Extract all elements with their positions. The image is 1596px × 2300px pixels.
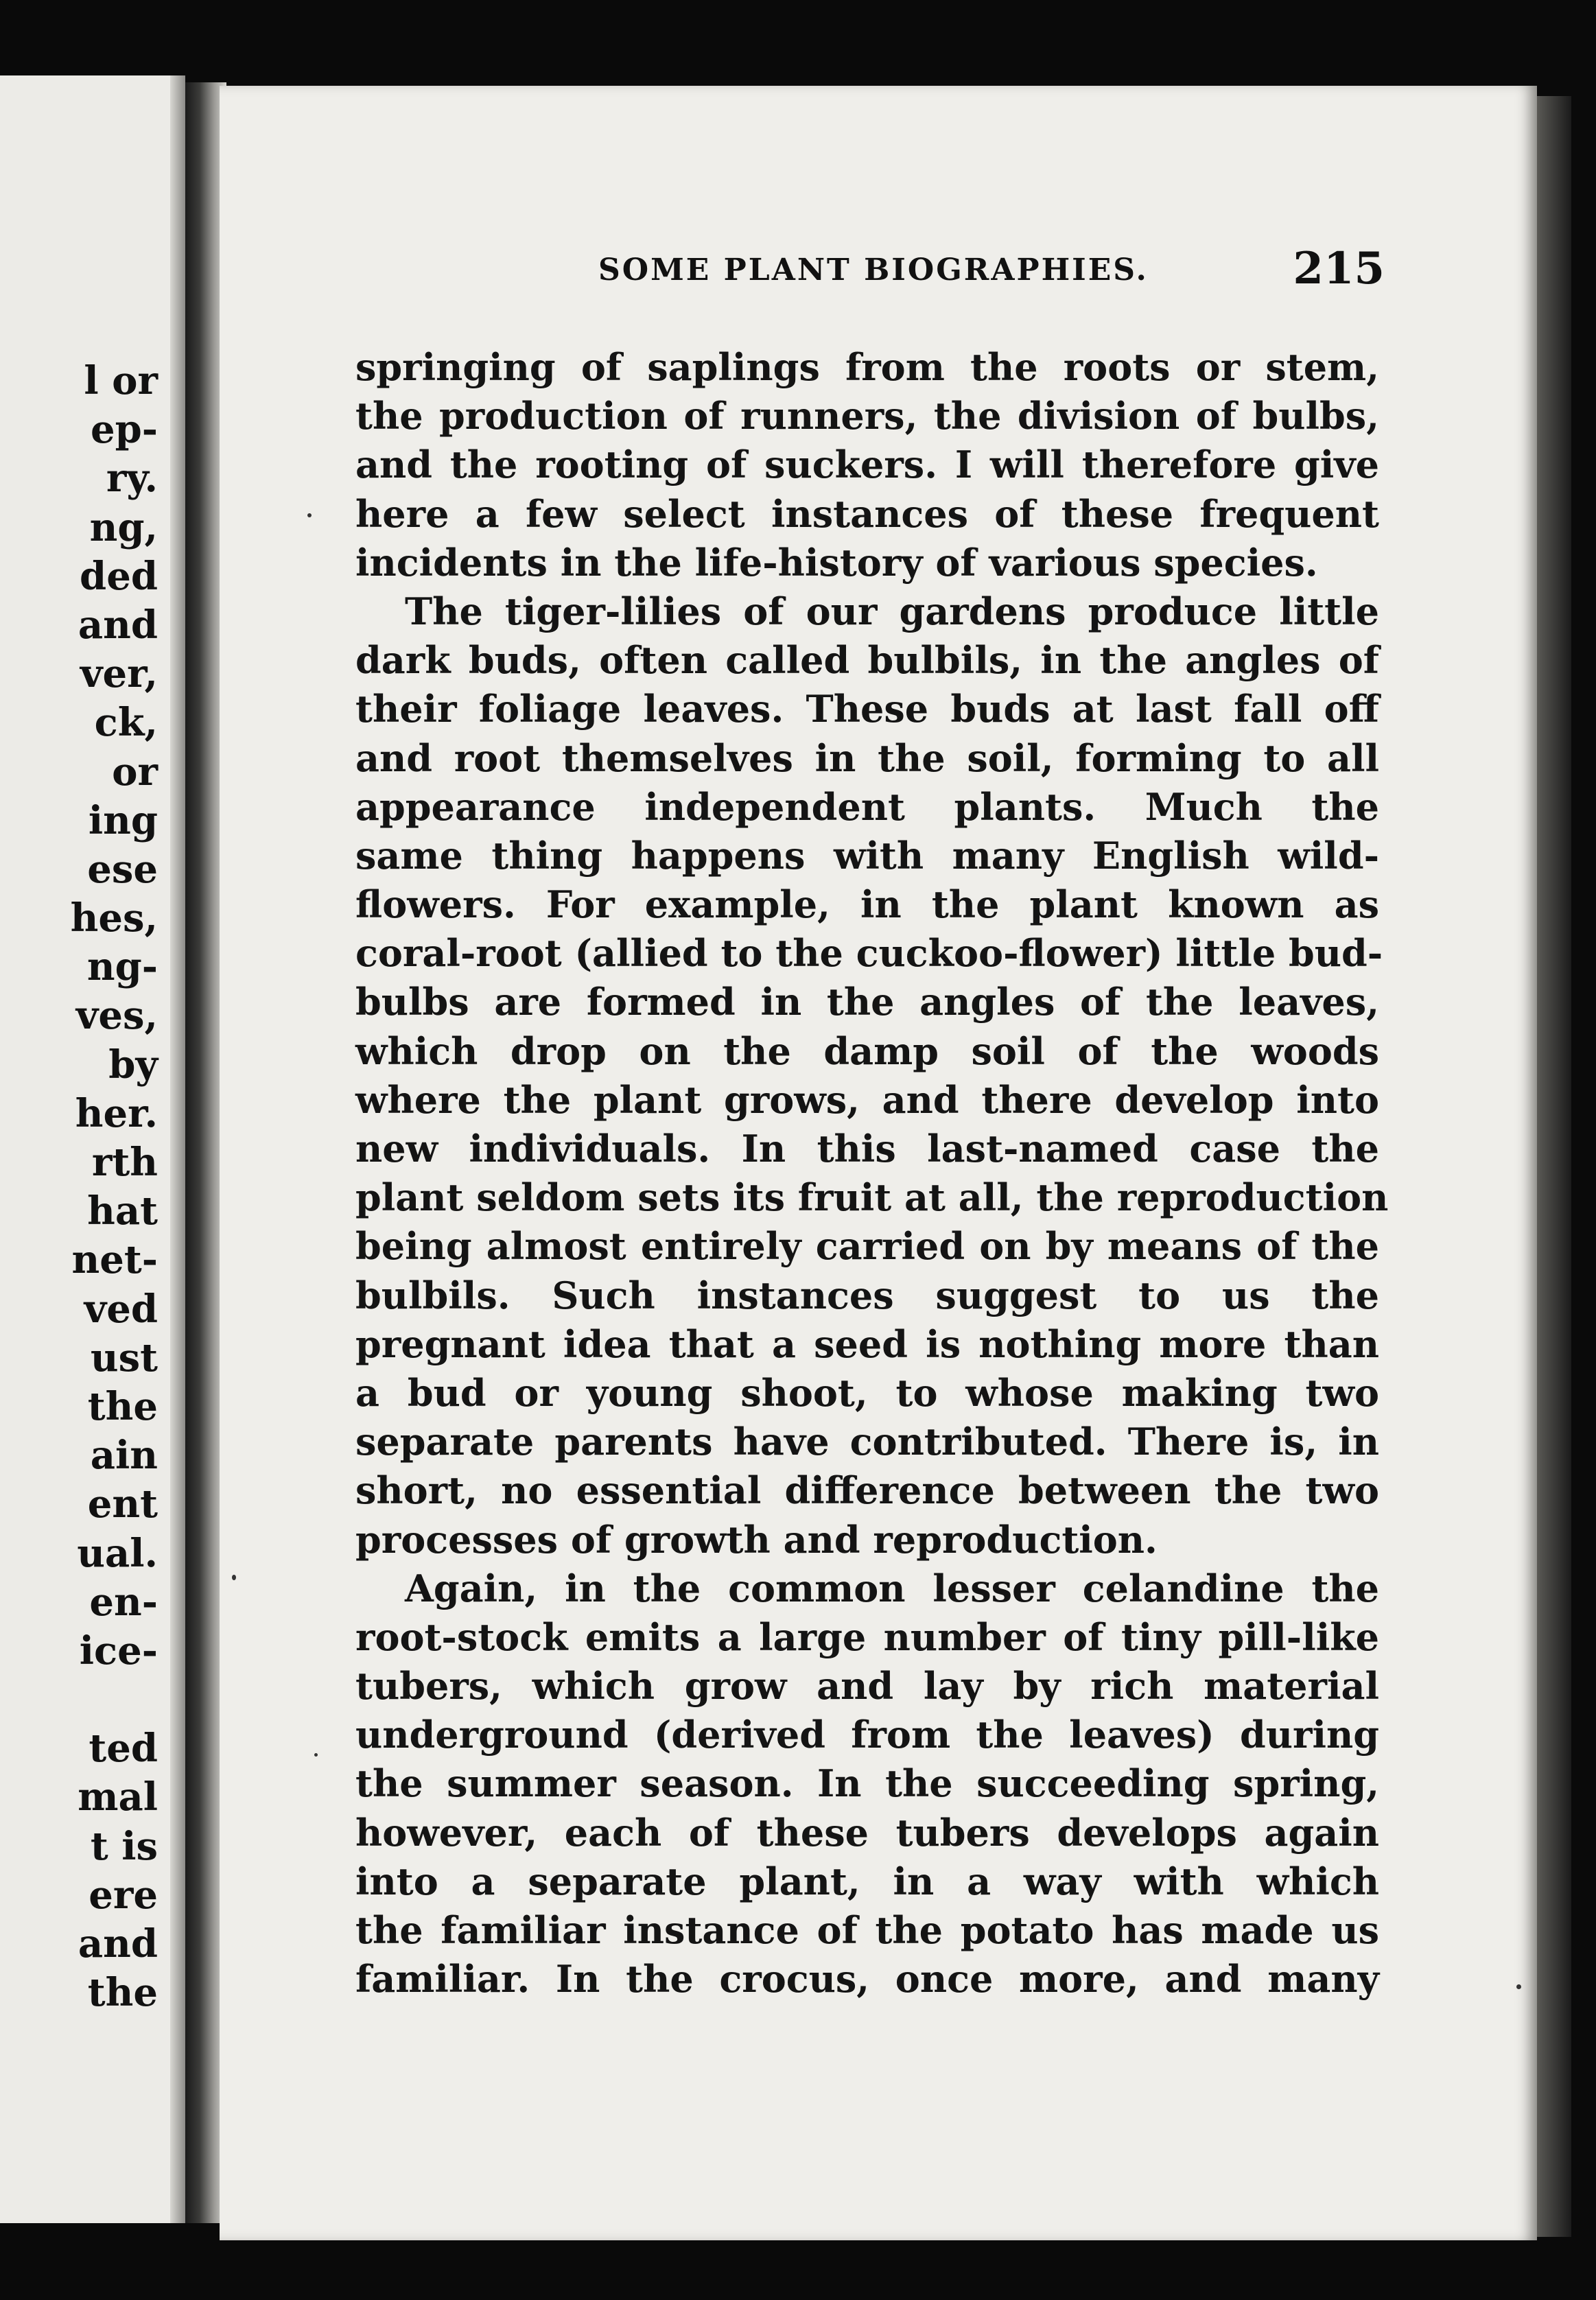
text-line: pregnant idea that a seed is nothing more than (355, 1322, 1379, 1366)
text-line: here a few select instances of these frequent (355, 491, 1379, 536)
fragment-line: ded (80, 553, 158, 599)
fragment-line: hes, (70, 895, 158, 941)
text-line: processes of growth and reproduction. (355, 1517, 1158, 1562)
running-header (379, 243, 1385, 302)
fragment-line: ice- (79, 1628, 158, 1674)
text-line: The tiger-lilies of our gardens produce little (405, 589, 1379, 633)
text-line: being almost entirely carried on by means of the (355, 1224, 1379, 1269)
text-line: the summer season. In the succeeding spring, (355, 1761, 1379, 1806)
running-title: SOME PLANT BIOGRAPHIES. (598, 253, 1149, 288)
fragment-line: hat (87, 1188, 158, 1234)
scan-speck (307, 513, 312, 517)
text-line: same thing happens with many English wild- (355, 833, 1379, 878)
scan-speck (1516, 1984, 1521, 1989)
text-line: bulbs are formed in the angles of the leaves, (355, 980, 1379, 1024)
text-line: new individuals. In this last-named case the (355, 1127, 1379, 1171)
fragment-line: ng- (86, 944, 158, 990)
fragment-line: ere (89, 1872, 158, 1918)
fragment-line: and (78, 1921, 158, 1967)
text-line: coral-root (allied to the cuckoo-flower) little bud- (355, 931, 1383, 976)
text-line: the production of runners, the division of bulbs, (355, 394, 1379, 438)
text-line: into a separate plant, in a way with which (355, 1859, 1379, 1903)
fragment-line: ese (87, 846, 158, 892)
fragment-line: ep- (90, 407, 158, 453)
text-line: flowers. For example, in the plant known as (355, 882, 1379, 927)
text-line: springing of saplings from the roots or stem, (355, 345, 1379, 389)
fragment-line: ent (87, 1481, 158, 1527)
text-line: where the plant grows, and there develop into (355, 1077, 1379, 1122)
fragment-line: ted (89, 1726, 158, 1772)
fragment-line: ver, (80, 651, 158, 697)
fragment-line: ain (90, 1433, 158, 1479)
text-line: and root themselves in the soil, forming to all (355, 736, 1379, 780)
fragment-line: mal (78, 1774, 158, 1820)
fragment-line: ng, (89, 504, 158, 550)
fragment-line: ry. (106, 456, 158, 502)
fragment-line: ck, (94, 700, 158, 746)
text-line: which drop on the damp soil of the woods (355, 1029, 1379, 1073)
fragment-line: net- (71, 1237, 158, 1283)
previous-page-edge (0, 75, 185, 2223)
fragment-line: ing (88, 797, 158, 843)
page-edge-shadow (170, 75, 185, 2223)
text-line: their foliage leaves. These buds at last fall off (355, 687, 1379, 731)
fragment-line: rth (91, 1140, 158, 1185)
text-line: however, each of these tubers develops again (355, 1810, 1379, 1855)
fragment-line: ust (90, 1335, 158, 1381)
text-line: incidents in the life-history of various species. (355, 540, 1318, 585)
fragment-line: ual. (77, 1530, 158, 1576)
text-line: plant seldom sets its fruit at all, the reproduction (355, 1175, 1389, 1220)
text-line: the familiar instance of the potato has made us (355, 1908, 1379, 1952)
fragment-line: or (112, 749, 158, 795)
fragment-line: en- (89, 1579, 158, 1625)
fragment-line (21, 1676, 158, 1724)
fragment-line: the (87, 1970, 158, 2016)
fragment-line: t is (90, 1823, 158, 1869)
text-line: tubers, which grow and lay by rich material (355, 1664, 1379, 1709)
fragment-line: the (87, 1383, 158, 1429)
text-line: bulbils. Such instances suggest to us the (355, 1273, 1379, 1317)
fragment-line: by (108, 1042, 158, 1088)
fragment-line: her. (75, 1090, 158, 1136)
text-line: and the rooting of suckers. I will therefore give (355, 443, 1379, 487)
fragment-line: ves, (75, 993, 158, 1039)
previous-page-text-fragments (21, 357, 158, 2017)
text-line: underground (derived from the leaves) during (355, 1713, 1379, 1757)
text-line: separate parents have contributed. There is, in (355, 1420, 1379, 1464)
text-line: root-stock emits a large number of tiny pill-like (355, 1615, 1379, 1659)
fragment-line: l or (84, 358, 158, 403)
text-line: appearance independent plants. Much the (355, 784, 1379, 829)
scan-speck (314, 1753, 318, 1757)
scan-speck (232, 1575, 236, 1580)
text-line: dark buds, often called bulbils, in the angles of (355, 638, 1379, 683)
fragment-line: and (78, 602, 158, 648)
page-right-edge (1537, 96, 1571, 2237)
page-body-text (355, 343, 1389, 2004)
text-line: Again, in the common lesser celandine the (405, 1566, 1379, 1610)
page-number: 215 (1293, 243, 1385, 294)
text-line: familiar. In the crocus, once more, and many (355, 1957, 1379, 2002)
text-line: a bud or young shoot, to whose making two (355, 1370, 1379, 1415)
text-line: short, no essential difference between the two (355, 1468, 1379, 1513)
fragment-line: ved (84, 1286, 158, 1332)
